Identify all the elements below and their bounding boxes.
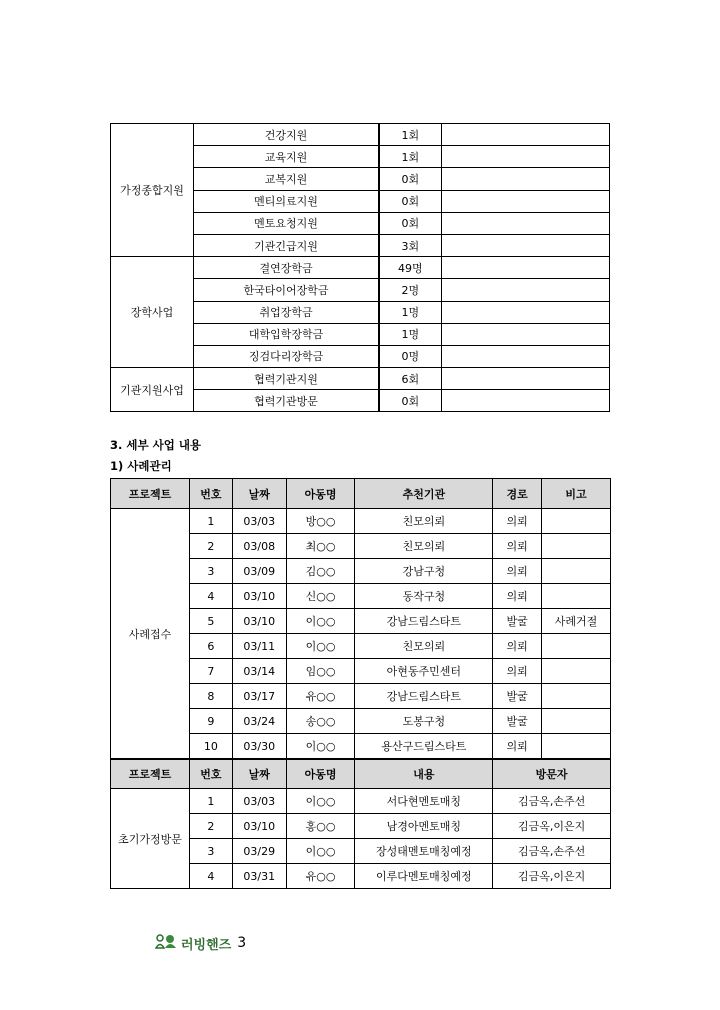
row-note: 사례거절 bbox=[542, 609, 611, 634]
item-label: 대학입학장학금 bbox=[193, 323, 379, 345]
empty-cell bbox=[441, 390, 610, 412]
row-date: 03/03 bbox=[232, 789, 286, 814]
row-visitor: 김금옥,손주선 bbox=[493, 839, 611, 864]
item-count: 0명 bbox=[379, 345, 441, 367]
header-number: 번호 bbox=[189, 479, 232, 509]
row-child: 임○○ bbox=[286, 659, 355, 684]
page-number: 3 bbox=[237, 935, 247, 951]
header-note: 비고 bbox=[542, 479, 611, 509]
empty-cell bbox=[441, 124, 610, 146]
page-footer bbox=[155, 933, 246, 953]
item-label: 기관긴급지원 bbox=[193, 234, 379, 256]
row-number: 2 bbox=[189, 534, 232, 559]
table-row bbox=[111, 368, 610, 390]
item-count: 1명 bbox=[379, 323, 441, 345]
row-route: 의뢰 bbox=[493, 559, 542, 584]
item-count: 0회 bbox=[379, 390, 441, 412]
empty-cell bbox=[441, 257, 610, 279]
people-leaf-icon bbox=[155, 933, 179, 953]
row-number: 3 bbox=[189, 559, 232, 584]
row-number: 3 bbox=[189, 839, 232, 864]
item-count: 0회 bbox=[379, 212, 441, 234]
row-date: 03/30 bbox=[232, 734, 286, 760]
group-label: 가정종합지원 bbox=[111, 124, 194, 257]
header-route: 경로 bbox=[493, 479, 542, 509]
row-date: 03/29 bbox=[232, 839, 286, 864]
item-label: 건강지원 bbox=[193, 124, 379, 146]
row-route: 발굴 bbox=[493, 684, 542, 709]
item-count: 1회 bbox=[379, 124, 441, 146]
item-label: 교육지원 bbox=[193, 146, 379, 168]
row-route: 의뢰 bbox=[493, 659, 542, 684]
group-label: 기관지원사업 bbox=[111, 368, 194, 412]
row-date: 03/24 bbox=[232, 709, 286, 734]
item-label: 결연장학금 bbox=[193, 257, 379, 279]
item-label: 멘토요청지원 bbox=[193, 212, 379, 234]
header-child-name: 아동명 bbox=[286, 759, 355, 789]
row-note bbox=[542, 709, 611, 734]
row-number: 6 bbox=[189, 634, 232, 659]
row-child: 이○○ bbox=[286, 634, 355, 659]
header-visitor: 방문자 bbox=[493, 759, 611, 789]
row-number: 4 bbox=[189, 584, 232, 609]
row-note bbox=[542, 584, 611, 609]
row-date: 03/08 bbox=[232, 534, 286, 559]
row-route: 발굴 bbox=[493, 609, 542, 634]
support-summary-table bbox=[110, 123, 610, 412]
table-row bbox=[111, 509, 611, 534]
row-number: 1 bbox=[189, 509, 232, 534]
subsection-heading: 1) 사례관리 bbox=[110, 459, 172, 473]
item-count: 1회 bbox=[379, 146, 441, 168]
row-child: 유○○ bbox=[286, 684, 355, 709]
item-label: 한국타이어장학금 bbox=[193, 279, 379, 301]
item-label: 징검다리장학금 bbox=[193, 345, 379, 367]
empty-cell bbox=[441, 368, 610, 390]
row-agency: 도봉구청 bbox=[355, 709, 493, 734]
row-note bbox=[542, 734, 611, 760]
empty-cell bbox=[441, 279, 610, 301]
row-agency: 강남드림스타트 bbox=[355, 684, 493, 709]
case-management-table bbox=[110, 478, 611, 889]
row-number: 9 bbox=[189, 709, 232, 734]
row-content: 서다현멘토매칭 bbox=[355, 789, 493, 814]
row-agency: 강남구청 bbox=[355, 559, 493, 584]
row-child: 이○○ bbox=[286, 734, 355, 760]
row-agency: 동작구청 bbox=[355, 584, 493, 609]
group-label: 초기가정방문 bbox=[111, 789, 190, 889]
table-header-row bbox=[111, 479, 611, 509]
row-agency: 친모의뢰 bbox=[355, 634, 493, 659]
empty-cell bbox=[441, 323, 610, 345]
row-number: 7 bbox=[189, 659, 232, 684]
group-label: 장학사업 bbox=[111, 257, 194, 368]
table-row bbox=[111, 124, 610, 146]
row-date: 03/11 bbox=[232, 634, 286, 659]
row-number: 2 bbox=[189, 814, 232, 839]
table-row bbox=[111, 789, 611, 814]
row-route: 의뢰 bbox=[493, 584, 542, 609]
header-referral-agency: 추천기관 bbox=[355, 479, 493, 509]
row-child: 송○○ bbox=[286, 709, 355, 734]
row-route: 의뢰 bbox=[493, 634, 542, 659]
row-date: 03/17 bbox=[232, 684, 286, 709]
header-date: 날짜 bbox=[232, 479, 286, 509]
row-note bbox=[542, 684, 611, 709]
row-note bbox=[542, 634, 611, 659]
empty-cell bbox=[441, 345, 610, 367]
header-project: 프로젝트 bbox=[111, 479, 190, 509]
item-label: 협력기관방문 bbox=[193, 390, 379, 412]
row-agency: 강남드림스타트 bbox=[355, 609, 493, 634]
row-note bbox=[542, 509, 611, 534]
row-route: 의뢰 bbox=[493, 534, 542, 559]
item-count: 0회 bbox=[379, 168, 441, 190]
row-date: 03/14 bbox=[232, 659, 286, 684]
row-child: 최○○ bbox=[286, 534, 355, 559]
row-visitor: 김금옥,손주선 bbox=[493, 789, 611, 814]
empty-cell bbox=[441, 234, 610, 256]
group-label: 사례접수 bbox=[111, 509, 190, 760]
row-note bbox=[542, 659, 611, 684]
header-number: 번호 bbox=[189, 759, 232, 789]
row-date: 03/10 bbox=[232, 609, 286, 634]
item-count: 3회 bbox=[379, 234, 441, 256]
row-number: 4 bbox=[189, 864, 232, 889]
item-count: 49명 bbox=[379, 257, 441, 279]
row-visitor: 김금옥,이은지 bbox=[493, 814, 611, 839]
row-child: 신○○ bbox=[286, 584, 355, 609]
item-count: 1명 bbox=[379, 301, 441, 323]
row-child: 이○○ bbox=[286, 839, 355, 864]
header-child-name: 아동명 bbox=[286, 479, 355, 509]
row-note bbox=[542, 534, 611, 559]
support-summary-body bbox=[111, 124, 610, 412]
row-child: 김○○ bbox=[286, 559, 355, 584]
row-agency: 용산구드림스타트 bbox=[355, 734, 493, 760]
row-route: 발굴 bbox=[493, 709, 542, 734]
header-content: 내용 bbox=[355, 759, 493, 789]
item-label: 협력기관지원 bbox=[193, 368, 379, 390]
row-number: 10 bbox=[189, 734, 232, 760]
row-date: 03/03 bbox=[232, 509, 286, 534]
row-child: 홍○○ bbox=[286, 814, 355, 839]
row-child: 이○○ bbox=[286, 789, 355, 814]
table-header-row bbox=[111, 759, 611, 789]
section-heading: 3. 세부 사업 내용 bbox=[110, 438, 202, 452]
row-route: 의뢰 bbox=[493, 734, 542, 760]
item-count: 0회 bbox=[379, 190, 441, 212]
row-note bbox=[542, 559, 611, 584]
row-date: 03/09 bbox=[232, 559, 286, 584]
row-date: 03/31 bbox=[232, 864, 286, 889]
header-date: 날짜 bbox=[232, 759, 286, 789]
empty-cell bbox=[441, 190, 610, 212]
row-content: 남경아멘토매칭 bbox=[355, 814, 493, 839]
empty-cell bbox=[441, 212, 610, 234]
brand-name: 러빙핸즈 bbox=[181, 937, 232, 953]
row-date: 03/10 bbox=[232, 584, 286, 609]
row-agency: 친모의뢰 bbox=[355, 509, 493, 534]
row-number: 8 bbox=[189, 684, 232, 709]
row-date: 03/10 bbox=[232, 814, 286, 839]
row-child: 이○○ bbox=[286, 609, 355, 634]
item-count: 2명 bbox=[379, 279, 441, 301]
row-agency: 친모의뢰 bbox=[355, 534, 493, 559]
empty-cell bbox=[441, 146, 610, 168]
item-label: 멘티의료지원 bbox=[193, 190, 379, 212]
empty-cell bbox=[441, 168, 610, 190]
row-content: 이루다멘토매칭예정 bbox=[355, 864, 493, 889]
item-label: 취업장학금 bbox=[193, 301, 379, 323]
row-visitor: 김금옥,이은지 bbox=[493, 864, 611, 889]
row-route: 의뢰 bbox=[493, 509, 542, 534]
row-number: 5 bbox=[189, 609, 232, 634]
row-child: 방○○ bbox=[286, 509, 355, 534]
empty-cell bbox=[441, 301, 610, 323]
table-row bbox=[111, 257, 610, 279]
item-label: 교복지원 bbox=[193, 168, 379, 190]
row-child: 유○○ bbox=[286, 864, 355, 889]
row-agency: 아현동주민센터 bbox=[355, 659, 493, 684]
row-number: 1 bbox=[189, 789, 232, 814]
row-content: 장성태멘토매칭예정 bbox=[355, 839, 493, 864]
item-count: 6회 bbox=[379, 368, 441, 390]
header-project: 프로젝트 bbox=[111, 759, 190, 789]
